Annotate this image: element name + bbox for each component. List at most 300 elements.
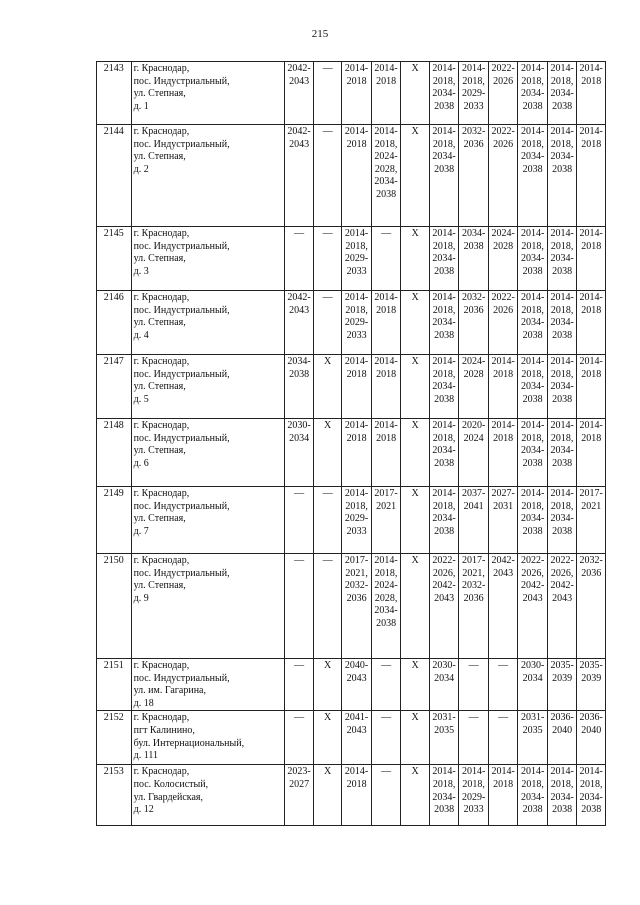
row-number: 2151 xyxy=(97,659,132,711)
cell-line: 2034- xyxy=(550,88,574,100)
cell-line: 2038 xyxy=(522,457,543,469)
cell-line: — xyxy=(322,228,333,239)
cell-line: 2035 xyxy=(522,724,543,736)
period-cell-4 xyxy=(371,554,401,659)
cell-line: 2038 xyxy=(552,163,573,175)
address-cell xyxy=(131,487,285,554)
period-cell-4 xyxy=(371,419,401,487)
cell-line: — xyxy=(468,712,479,724)
period-cell-8 xyxy=(488,659,518,711)
cell-line: 2014- xyxy=(491,356,515,367)
cell-line: 2038 xyxy=(552,457,573,469)
period-cell-9 xyxy=(518,291,548,355)
cell-line: 2038 xyxy=(289,368,310,380)
period-cell-6 xyxy=(429,125,459,227)
cell-line: 2018, xyxy=(521,304,544,316)
cell-line: 2036- xyxy=(579,712,603,724)
cell-line: 2033 xyxy=(346,265,367,277)
cell-line: 2018, xyxy=(432,500,456,512)
cell-line: 2018 xyxy=(346,138,367,150)
cell-line: 2021, xyxy=(462,567,485,579)
cell-line: 2018 xyxy=(376,75,397,87)
period-cell-4 xyxy=(371,487,401,554)
cell-line: 2034- xyxy=(432,513,456,525)
address-line: ул. Степная, xyxy=(133,151,186,163)
cell-line: 2038 xyxy=(376,617,397,629)
period-cell-10 xyxy=(547,419,577,487)
cell-line: 2014- xyxy=(579,420,603,431)
cell-line: 2018, xyxy=(432,368,456,380)
period-cell-6 xyxy=(429,291,459,355)
row-number: 2147 xyxy=(97,355,132,419)
table-row xyxy=(97,419,606,487)
cell-line: 2038 xyxy=(434,393,455,405)
cell-line: — xyxy=(498,712,509,724)
cell-line: 2034- xyxy=(432,151,456,163)
cell-line: 2014- xyxy=(374,555,398,566)
cell-line: 2031 xyxy=(493,500,514,512)
cell-line: 2040 xyxy=(581,724,602,736)
period-cell-4 xyxy=(371,291,401,355)
period-cell-8 xyxy=(488,291,518,355)
cell-line: 2014- xyxy=(432,126,456,137)
cell-line: 2026 xyxy=(493,138,514,150)
period-cell-2 xyxy=(313,125,342,227)
cell-line: 2017- xyxy=(374,488,398,499)
period-cell-7 xyxy=(459,419,489,487)
cell-line: 2018 xyxy=(376,368,397,380)
cell-line: 2038 xyxy=(522,804,543,816)
cell-line: 2034- xyxy=(520,791,545,803)
period-cell-1 xyxy=(285,419,314,487)
cell-line: 2036 xyxy=(463,304,484,316)
cell-line: — xyxy=(381,228,392,239)
cell-line: 2034 xyxy=(289,432,310,444)
cell-line: 2022- xyxy=(491,126,515,137)
address-cell xyxy=(131,419,285,487)
cell-line: 2023- xyxy=(287,766,311,778)
address-line: д. 1 xyxy=(133,100,149,112)
period-cell-11 xyxy=(577,711,606,765)
period-cell-8 xyxy=(488,487,518,554)
period-cell-6 xyxy=(429,419,459,487)
period-cell-2 xyxy=(313,711,342,765)
address-line: г. Краснодар, xyxy=(133,555,190,566)
period-cell-11 xyxy=(577,487,606,554)
period-cell-1 xyxy=(285,554,314,659)
period-cell-5 xyxy=(401,355,430,419)
period-cell-10 xyxy=(547,554,577,659)
address-line: д. 12 xyxy=(133,804,154,816)
period-cell-10 xyxy=(547,765,577,826)
period-cell-9 xyxy=(518,659,548,711)
cell-line: 2029- xyxy=(461,791,486,803)
cell-line: 2014- xyxy=(550,63,574,74)
period-cell-3 xyxy=(342,62,372,125)
cell-line: 2017- xyxy=(461,555,486,566)
period-cell-9 xyxy=(518,355,548,419)
cell-line: 2038 xyxy=(522,393,543,405)
cell-line: 2014- xyxy=(550,356,574,367)
cell-line: 2026, xyxy=(432,567,456,579)
period-cell-1 xyxy=(285,711,314,765)
period-cell-2 xyxy=(313,659,342,711)
address-line: ул. Гвардейская, xyxy=(133,791,204,803)
cell-line: 2014- xyxy=(432,766,456,778)
cell-line: 2036 xyxy=(346,592,367,604)
address-line: г. Краснодар, xyxy=(133,292,190,303)
period-cell-1 xyxy=(285,62,314,125)
cell-line: 2043 xyxy=(289,304,310,316)
period-cell-9 xyxy=(518,419,548,487)
cell-line: 2034- xyxy=(550,381,574,393)
cell-line: 2038 xyxy=(434,329,455,341)
cell-line: 2018 xyxy=(346,432,367,444)
period-cell-10 xyxy=(547,62,577,125)
cell-line: 2040- xyxy=(344,660,369,671)
period-cell-3 xyxy=(342,291,372,355)
period-cell-7 xyxy=(459,711,489,765)
cell-line: 2042- xyxy=(287,63,311,74)
cell-line: X xyxy=(323,356,332,367)
cell-line: 2022- xyxy=(491,292,515,303)
period-cell-4 xyxy=(371,765,401,826)
cell-line: — xyxy=(294,488,305,499)
cell-line: 2018, xyxy=(432,75,456,87)
address-line: пос. Индустриальный, xyxy=(133,368,230,380)
period-cell-9 xyxy=(518,554,548,659)
cell-line: 2018, xyxy=(432,778,456,790)
cell-line: 2018 xyxy=(346,75,367,87)
cell-line: 2041 xyxy=(463,500,484,512)
cell-line: 2018 xyxy=(346,368,367,380)
cell-line: — xyxy=(322,292,333,303)
period-cell-11 xyxy=(577,355,606,419)
cell-line: — xyxy=(468,660,479,671)
address-line: г. Краснодар, xyxy=(133,660,190,671)
table-row xyxy=(97,659,606,711)
period-cell-6 xyxy=(429,227,459,291)
period-cell-6 xyxy=(429,355,459,419)
cell-line: 2042- xyxy=(550,580,574,592)
table-row xyxy=(97,355,606,419)
cell-line: 2038 xyxy=(552,393,573,405)
cell-line: 2014- xyxy=(520,63,545,74)
period-cell-8 xyxy=(488,62,518,125)
period-cell-2 xyxy=(313,765,342,826)
cell-line: — xyxy=(498,660,509,671)
period-cell-11 xyxy=(577,125,606,227)
address-line: пос. Колосистый, xyxy=(133,778,209,790)
address-line: ул. Степная, xyxy=(133,253,186,265)
cell-line: X xyxy=(411,63,419,74)
period-cell-1 xyxy=(285,765,314,826)
cell-line: 2039 xyxy=(581,672,602,684)
cell-line: 2038 xyxy=(522,100,543,112)
cell-line: 2037- xyxy=(461,488,486,499)
cell-line: 2024- xyxy=(461,356,486,367)
cell-line: 2034- xyxy=(432,253,456,265)
cell-line: — xyxy=(294,660,305,671)
period-cell-2 xyxy=(313,62,342,125)
period-cell-5 xyxy=(401,659,430,711)
cell-line: X xyxy=(411,766,419,778)
cell-line: 2034- xyxy=(520,317,545,329)
cell-line: 2018, xyxy=(432,138,456,150)
cell-line: 2014- xyxy=(374,356,398,367)
cell-line: 2030- xyxy=(432,660,456,671)
period-cell-4 xyxy=(371,227,401,291)
address-line: г. Краснодар, xyxy=(133,356,190,367)
cell-line: 2018, xyxy=(521,778,544,790)
address-cell xyxy=(131,227,285,291)
cell-line: 2014- xyxy=(491,420,515,431)
row-number: 2149 xyxy=(97,487,132,554)
cell-line: 2018 xyxy=(581,432,602,444)
period-cell-5 xyxy=(401,487,430,554)
cell-line: — xyxy=(322,126,333,137)
cell-line: 2042- xyxy=(287,292,311,303)
period-cell-4 xyxy=(371,659,401,711)
cell-line: 2017- xyxy=(344,555,369,566)
address-line: г. Краснодар, xyxy=(133,126,190,137)
cell-line: 2014- xyxy=(550,228,574,239)
cell-line: 2043 xyxy=(289,75,310,87)
cell-line: 2018 xyxy=(376,304,397,316)
cell-line: 2034- xyxy=(374,605,398,617)
cell-line: 2032- xyxy=(579,555,603,566)
cell-line: 2014- xyxy=(344,356,369,367)
cell-line: 2014- xyxy=(374,126,398,137)
table-row xyxy=(97,554,606,659)
cell-line: 2034 xyxy=(522,672,543,684)
cell-line: 2022- xyxy=(520,555,545,566)
cell-line: 2026, xyxy=(521,567,544,579)
cell-line: 2014- xyxy=(491,766,515,778)
cell-line: 2042- xyxy=(432,580,456,592)
cell-line: 2040 xyxy=(552,724,573,736)
page-number: 215 xyxy=(311,28,329,40)
cell-line: 2028 xyxy=(463,368,484,380)
cell-line: 2018, xyxy=(521,75,544,87)
cell-line: 2038 xyxy=(434,265,455,277)
period-cell-1 xyxy=(285,125,314,227)
cell-line: 2018, xyxy=(432,240,456,252)
period-cell-8 xyxy=(488,355,518,419)
period-cell-3 xyxy=(342,487,372,554)
address-line: г. Краснодар, xyxy=(133,712,190,724)
table-row xyxy=(97,711,606,765)
cell-line: 2043 xyxy=(493,567,514,579)
cell-line: 2034- xyxy=(550,253,574,265)
cell-line: 2038 xyxy=(522,265,543,277)
period-cell-7 xyxy=(459,765,489,826)
cell-line: 2018, xyxy=(462,75,485,87)
cell-line: 2036- xyxy=(550,712,574,724)
period-cell-8 xyxy=(488,419,518,487)
cell-line: 2014- xyxy=(432,488,456,499)
address-cell xyxy=(131,62,285,125)
period-cell-9 xyxy=(518,765,548,826)
cell-line: — xyxy=(322,488,333,499)
cell-line: 2014- xyxy=(520,356,545,367)
period-cell-4 xyxy=(371,62,401,125)
cell-line: 2027 xyxy=(289,778,310,790)
table-row xyxy=(97,62,606,125)
cell-line: 2026 xyxy=(493,75,514,87)
cell-line: 2014- xyxy=(432,228,456,239)
cell-line: 2018 xyxy=(493,778,514,790)
address-line: ул. Степная, xyxy=(133,88,186,100)
cell-line: 2034- xyxy=(550,445,574,457)
cell-line: 2014- xyxy=(461,766,486,778)
cell-line: — xyxy=(381,712,392,724)
table-row xyxy=(97,227,606,291)
cell-line: 2014- xyxy=(374,420,398,431)
address-line: ул. Степная, xyxy=(133,445,186,457)
cell-line: 2014- xyxy=(579,63,603,74)
cell-line: 2042- xyxy=(491,555,515,566)
address-line: пос. Индустриальный, xyxy=(133,240,230,252)
address-cell xyxy=(131,554,285,659)
cell-line: 2034- xyxy=(550,513,574,525)
cell-line: 2028 xyxy=(493,240,514,252)
cell-line: 2020- xyxy=(461,420,486,431)
cell-line: — xyxy=(322,555,333,566)
period-cell-1 xyxy=(285,355,314,419)
address-line: г. Краснодар, xyxy=(133,488,190,499)
cell-line: X xyxy=(411,356,419,367)
cell-line: 2018 xyxy=(493,368,514,380)
cell-line: 2014- xyxy=(432,356,456,367)
cell-line: 2028, xyxy=(374,592,398,604)
address-line: д. 6 xyxy=(133,457,149,469)
cell-line: 2014- xyxy=(579,228,603,239)
period-cell-9 xyxy=(518,711,548,765)
cell-line: 2036 xyxy=(581,567,602,579)
cell-line: 2018 xyxy=(581,304,602,316)
cell-line: 2029- xyxy=(461,88,486,100)
address-line: пос. Индустриальный, xyxy=(133,75,230,87)
period-cell-8 xyxy=(488,227,518,291)
cell-line: 2018, xyxy=(550,500,574,512)
cell-line: 2021, xyxy=(345,567,368,579)
row-number: 2145 xyxy=(97,227,132,291)
cell-line: 2014- xyxy=(520,292,545,303)
row-number: 2146 xyxy=(97,291,132,355)
cell-line: 2038 xyxy=(376,188,397,200)
cell-line: 2014- xyxy=(550,420,574,431)
cell-line: 2038 xyxy=(463,240,484,252)
cell-line: 2029- xyxy=(344,513,369,525)
cell-line: 2018 xyxy=(376,432,397,444)
period-cell-11 xyxy=(577,227,606,291)
period-cell-10 xyxy=(547,659,577,711)
cell-line: 2032- xyxy=(461,292,486,303)
cell-line: 2034- xyxy=(520,151,545,163)
cell-line: 2038 xyxy=(552,265,573,277)
cell-line: X xyxy=(411,660,419,671)
period-cell-8 xyxy=(488,711,518,765)
address-line: г. Краснодар, xyxy=(133,228,190,239)
cell-line: 2043 xyxy=(346,724,367,736)
cell-line: 2018, xyxy=(550,75,574,87)
period-cell-7 xyxy=(459,487,489,554)
period-cell-7 xyxy=(459,659,489,711)
address-line: д. 2 xyxy=(133,163,149,175)
cell-line: X xyxy=(411,228,419,239)
row-number: 2143 xyxy=(97,62,132,125)
cell-line: 2038 xyxy=(434,525,455,537)
cell-line: 2043 xyxy=(289,138,310,150)
period-cell-7 xyxy=(459,355,489,419)
cell-line: 2036 xyxy=(463,138,484,150)
period-cell-6 xyxy=(429,659,459,711)
cell-line: 2018 xyxy=(493,432,514,444)
cell-line: 2043 xyxy=(522,592,543,604)
cell-line: 2014- xyxy=(550,126,574,137)
cell-line: 2034- xyxy=(374,176,398,188)
address-line: ул. Степная, xyxy=(133,513,186,525)
period-cell-11 xyxy=(577,291,606,355)
period-cell-7 xyxy=(459,125,489,227)
cell-line: 2014- xyxy=(550,766,574,778)
cell-line: 2031- xyxy=(520,712,545,724)
period-cell-3 xyxy=(342,554,372,659)
row-number: 2150 xyxy=(97,554,132,659)
cell-line: 2018, xyxy=(550,304,574,316)
cell-line: 2018 xyxy=(581,368,602,380)
cell-line: 2024- xyxy=(374,151,398,163)
period-cell-2 xyxy=(313,554,342,659)
period-cell-5 xyxy=(401,227,430,291)
cell-line: 2014- xyxy=(432,292,456,303)
cell-line: 2018, xyxy=(374,567,398,579)
cell-line: 2032- xyxy=(461,580,486,592)
cell-line: 2014- xyxy=(344,228,369,239)
cell-line: 2022- xyxy=(550,555,574,566)
housing-repair-table xyxy=(96,61,606,826)
cell-line: 2043 xyxy=(346,672,367,684)
address-line: д. 3 xyxy=(133,265,149,277)
period-cell-1 xyxy=(285,227,314,291)
cell-line: — xyxy=(294,555,305,566)
period-cell-2 xyxy=(313,419,342,487)
cell-line: 2043 xyxy=(434,592,455,604)
cell-line: X xyxy=(411,555,419,566)
address-line: д. 5 xyxy=(133,393,149,405)
cell-line: 2035 xyxy=(434,724,455,736)
cell-line: — xyxy=(322,63,333,74)
cell-line: 2014- xyxy=(344,766,369,778)
row-number: 2153 xyxy=(97,765,132,826)
cell-line: 2014- xyxy=(579,356,603,367)
cell-line: 2014- xyxy=(344,420,369,431)
period-cell-6 xyxy=(429,62,459,125)
cell-line: 2014- xyxy=(344,126,369,137)
cell-line: 2022- xyxy=(491,63,515,74)
cell-line: 2014- xyxy=(432,63,456,74)
cell-line: 2018, xyxy=(550,368,574,380)
cell-line: 2036 xyxy=(463,592,484,604)
cell-line: 2038 xyxy=(552,804,573,816)
cell-line: 2018, xyxy=(345,304,368,316)
cell-line: 2034- xyxy=(432,445,456,457)
cell-line: 2034- xyxy=(520,253,545,265)
cell-line: 2038 xyxy=(434,804,455,816)
address-line: пгт Калинино, xyxy=(133,724,195,736)
period-cell-10 xyxy=(547,355,577,419)
